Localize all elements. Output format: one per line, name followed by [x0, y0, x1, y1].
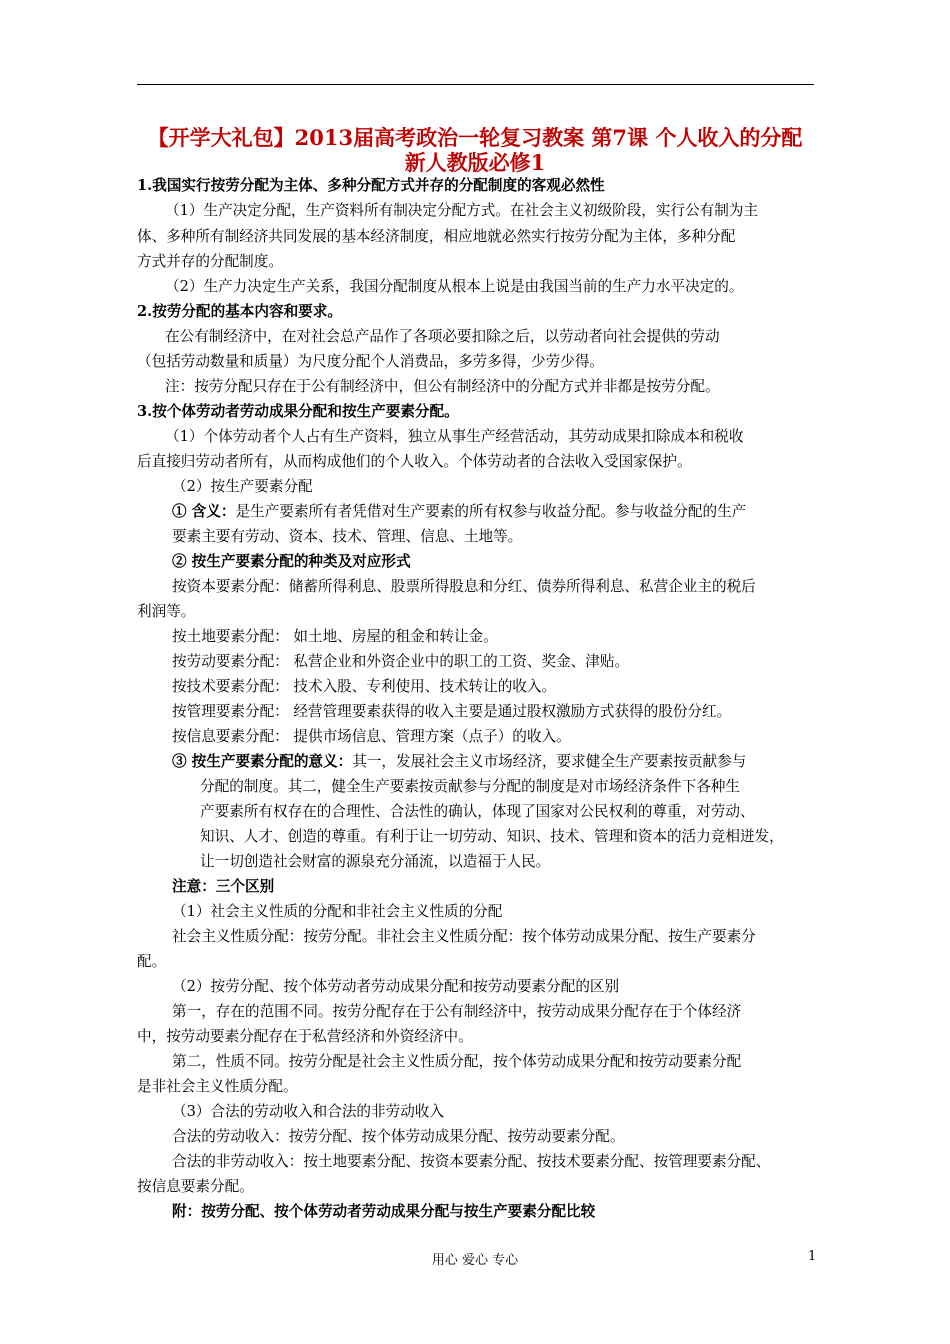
body-line: （1）个体劳动者个人占有生产资料，独立从事生产经营活动，其劳动成果扣除成本和税收	[165, 428, 744, 445]
body-line: （2）按劳分配、按个体劳动者劳动成果分配和按劳动要素分配的区别	[172, 978, 620, 995]
page-number: 1	[808, 1249, 817, 1264]
significance-line	[172, 752, 746, 772]
appendix-heading: 附：按劳分配、按个体劳动者劳动成果分配与按生产要素分配比较	[172, 1203, 596, 1220]
body-line: 方式并存的分配制度。	[137, 253, 283, 270]
document-title-line-1: 【开学大礼包】2013届高考政治一轮复习教案 第7课 个人收入的分配	[147, 125, 803, 150]
body-line: 按资本要素分配：储蓄所得利息、股票所得股息和分红、债券所得利息、私营企业主的税后	[172, 578, 756, 595]
subheading-types: ② 按生产要素分配的种类及对应形式	[172, 553, 411, 570]
body-line: 体、多种所有制经济共同发展的基本经济制度，相应地就必然实行按劳分配为主体，多种分配	[137, 228, 736, 245]
section-heading-3: 3.按个体劳动者劳动成果分配和按生产要素分配。	[137, 403, 459, 420]
body-line: 后直接归劳动者所有，从而构成他们的个人收入。个体劳动者的合法收入受国家保护。	[137, 453, 692, 470]
body-line: 按技术要素分配： 技术入股、专利使用、技术转让的收入。	[172, 678, 557, 695]
body-line: 是非社会主义性质分配。	[137, 1078, 298, 1095]
body-line: 社会主义性质分配：按劳分配。非社会主义性质分配：按个体劳动成果分配、按生产要素分	[172, 928, 756, 945]
body-line: 合法的劳动收入：按劳分配、按个体劳动成果分配、按劳动要素分配。	[172, 1128, 625, 1145]
body-line: 利润等。	[137, 603, 196, 620]
body-line: 按管理要素分配： 经营管理要素获得的收入主要是通过股权激励方式获得的股份分红。	[172, 703, 732, 720]
body-line: 第二，性质不同。按劳分配是社会主义性质分配，按个体劳动成果分配和按劳动要素分配	[172, 1053, 742, 1070]
body-line: 中，按劳动要素分配存在于私营经济和外资经济中。	[137, 1028, 473, 1045]
body-line: 配。	[137, 953, 167, 970]
section-heading-2: 2.按劳分配的基本内容和要求。	[137, 303, 342, 320]
body-line: 分配的制度。其二，健全生产要素按贡献参与分配的制度是对市场经济条件下各种生	[200, 778, 740, 795]
body-line: （2）生产力决定生产关系，我国分配制度从根本上说是由我国当前的生产力水平决定的。	[165, 278, 744, 295]
body-line: 按土地要素分配： 如土地、房屋的租金和转让金。	[172, 628, 498, 645]
page-footer: 用心 爱心 专心	[431, 1253, 519, 1268]
definition-text: 是生产要素所有者凭借对生产要素的所有权参与收益分配。参与收益分配的生产	[235, 503, 747, 520]
section-heading-1: 1.我国实行按劳分配为主体、多种分配方式并存的分配制度的客观必然性	[137, 177, 605, 194]
body-line: （3）合法的劳动收入和合法的非劳动收入	[172, 1103, 444, 1120]
body-line: （1）生产决定分配，生产资料所有制决定分配方式。在社会主义初级阶段，实行公有制为主	[165, 202, 759, 219]
body-line: 要素主要有劳动、资本、技术、管理、信息、土地等。	[172, 528, 523, 545]
document-title-line-2: 新人教版必修1	[404, 150, 546, 175]
body-line: 合法的非劳动收入：按土地要素分配、按资本要素分配、按技术要素分配、按管理要素分配、	[172, 1153, 771, 1170]
note-line: 注：按劳分配只存在于公有制经济中，但公有制经济中的分配方式并非都是按劳分配。	[165, 378, 720, 395]
body-line: 按信息要素分配： 提供市场信息、管理方案（点子）的收入。	[172, 728, 571, 745]
body-line: （1）社会主义性质的分配和非社会主义性质的分配	[172, 903, 503, 920]
significance-label: ③ 按生产要素分配的意义：	[172, 753, 353, 770]
note-heading: 注意：三个区别	[172, 878, 275, 895]
body-line: 按劳动要素分配： 私营企业和外资企业中的职工的工资、奖金、津贴。	[172, 653, 630, 670]
definition-line	[172, 502, 746, 522]
body-line: 第一，存在的范围不同。按劳分配存在于公有制经济中，按劳动成果分配存在于个体经济	[172, 1003, 742, 1020]
body-line: 知识、人才、创造的尊重。有利于让一切劳动、知识、技术、管理和资本的活力竞相迸发，	[200, 828, 784, 845]
subheading-line: （2）按生产要素分配	[172, 478, 313, 495]
body-line: 在公有制经济中，在对社会总产品作了各项必要扣除之后，以劳动者向社会提供的劳动	[165, 328, 720, 345]
body-line: 产要素所有权存在的合理性、合法性的确认，体现了国家对公民权利的尊重，对劳动、	[200, 803, 755, 820]
body-line: 让一切创造社会财富的源泉充分涌流，以造福于人民。	[200, 853, 551, 870]
header-rule	[137, 84, 814, 85]
significance-text: 其一，发展社会主义市场经济，要求健全生产要素按贡献参与	[352, 753, 747, 770]
definition-label: ① 含义：	[172, 503, 236, 520]
body-line: （包括劳动数量和质量）为尺度分配个人消费品，多劳多得，少劳少得。	[137, 353, 605, 370]
body-line: 按信息要素分配。	[137, 1178, 254, 1195]
